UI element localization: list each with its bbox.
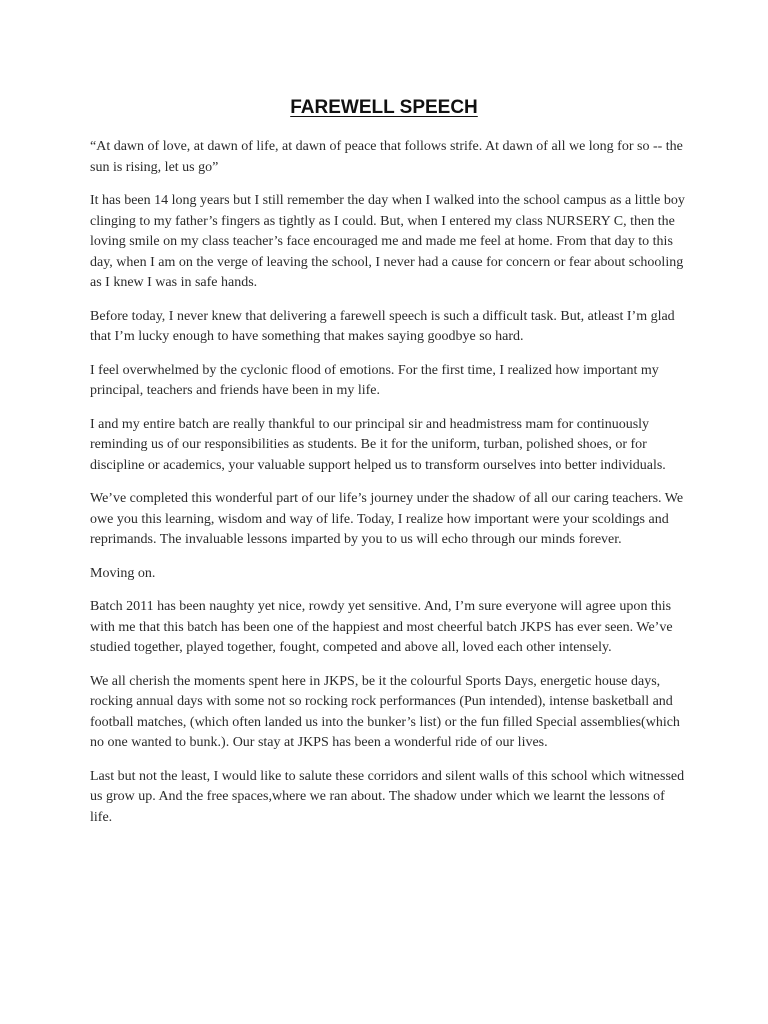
paragraph-teachers: We’ve completed this wonderful part of our life’s journey under the shadow of all our caring teachers. We owe you this learning, wisdom and way of life. Today, I realize how important were your scoldings and reprimands. The invaluable lessons imparted by you to us will echo through our minds forever. <box>90 491 684 547</box>
paragraph-memories: We all cherish the moments spent here in JKPS, be it the colourful Sports Days, energetic house days, rocking annual days with some not so rocking rock performances (Pun intended), intense basketball and football matches, (which often landed us into the bunker’s list) or the fun filled Special assemblies(which no one wanted to bunk.). Our stay at JKPS has been a wonderful ride of our lives. <box>90 673 680 750</box>
paragraph-first-day: It has been 14 long years but I still remember the day when I walked into the school campus as a little boy clinging to my father’s fingers as tightly as I could. But, when I entered my class NURSERY C, then the loving smile on my class teacher’s face encouraged me and made me feel at home. From that day to this day, when I am on the verge of leaving the school, I never had a cause for concern or fear about schooling as I knew I was in safe hands. <box>90 193 685 290</box>
paragraph-opening-quote: “At dawn of love, at dawn of life, at dawn of peace that follows strife. At dawn of all we long for so -- the sun is rising, let us go” <box>90 139 683 175</box>
document-body <box>90 137 690 841</box>
document-title: FAREWELL SPEECH <box>290 97 478 118</box>
paragraph-batch: Batch 2011 has been naughty yet nice, rowdy yet sensitive. And, I’m sure everyone will agree upon this with me that this batch has been one of the happiest and most cheerful batch JKPS has ever seen. We’ve studied together, played together, fought, competed and above all, loved each other intensely. <box>90 599 673 655</box>
paragraph-salute: Last but not the least, I would like to salute these corridors and silent walls of this school which witnessed us grow up. And the free spaces,where we ran about. The shadow under which we learnt the lessons of life. <box>90 768 685 825</box>
paragraph-moving-on: Moving on. <box>90 565 156 581</box>
paragraph-difficult-task: Before today, I never knew that delivering a farewell speech is such a difficult task. But, atleast I’m glad that I’m lucky enough to have something that makes saying goodbye so hard. <box>90 308 675 344</box>
paragraph-emotions: I feel overwhelmed by the cyclonic flood of emotions. For the first time, I realized how important my principal, teachers and friends have been in my life. <box>90 362 659 398</box>
paragraph-thanks: I and my entire batch are really thankful to our principal sir and headmistress mam for continuously reminding us of our responsibilities as students. Be it for the uniform, turban, polished shoes, or for discipline or academics, your valuable support helped us to transform ourselves into better individuals. <box>90 416 666 473</box>
